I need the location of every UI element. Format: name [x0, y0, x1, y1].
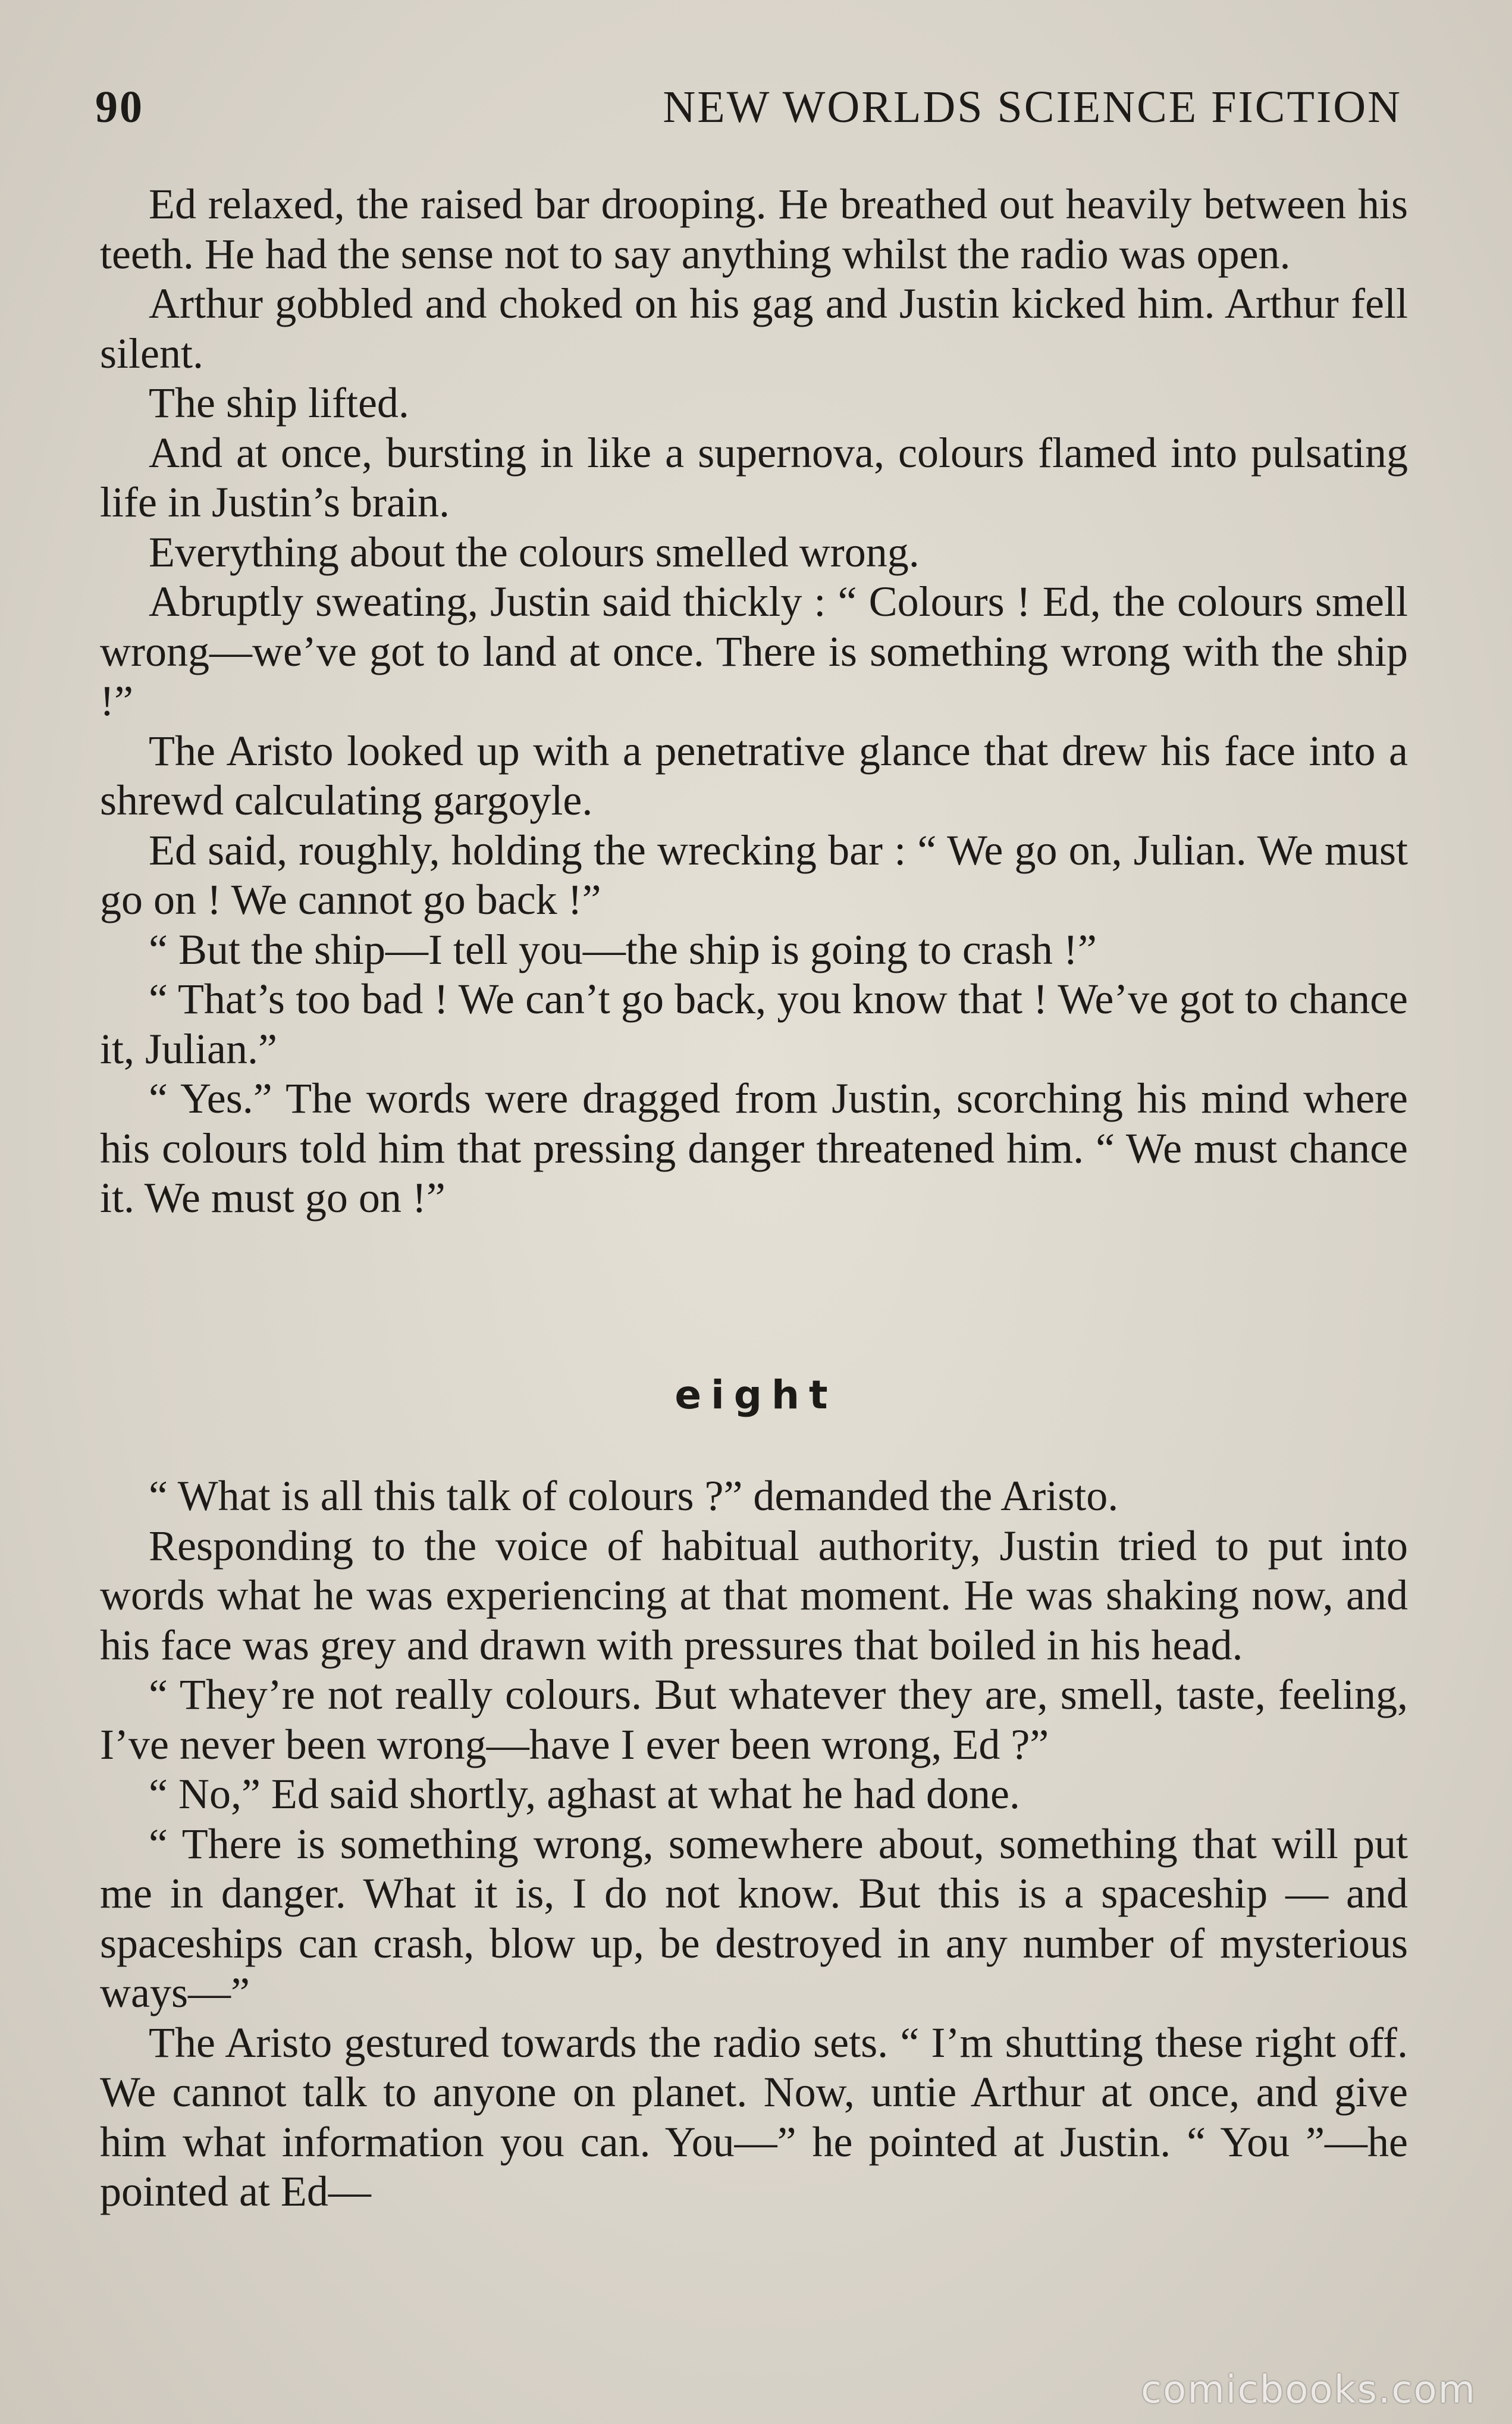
chapter-heading: eight — [675, 1372, 837, 1418]
watermark: comicbooks.com — [1140, 2368, 1476, 2412]
paragraph: Ed said, roughly, holding the wrecking bar : “ We go on, Julian. We must go on ! We cannot go back !” — [100, 826, 1408, 923]
paragraph: “ That’s too bad ! We can’t go back, you know that ! We’ve got to chance it, Julian.” — [100, 975, 1408, 1073]
paragraph: “ What is all this talk of colours ?” demanded the Aristo. — [149, 1472, 1119, 1520]
paragraph: Everything about the colours smelled wrong. — [149, 528, 920, 576]
paragraph: The Aristo gestured towards the radio sets. “ I’m shutting these right off. We cannot talk to anyone on planet. Now, untie Arthur at once, and give him what information you can. You—” he pointed at Justin. “ You ”—he pointed at Ed— — [100, 2018, 1408, 2215]
paragraph: Abruptly sweating, Justin said thickly : “ Colours ! Ed, the colours smell wrong—we’ve got to land at once. There is something wrong with the ship !” — [100, 578, 1408, 725]
paragraph: And at once, bursting in like a supernova, colours flamed into pulsating life in Justin’s brain. — [100, 428, 1408, 526]
paragraph: “ They’re not really colours. But whatever they are, smell, taste, feeling, I’ve never been wrong—have I ever been wrong, Ed ?” — [100, 1671, 1408, 1768]
page-number: 90 — [95, 82, 144, 132]
text-block-before-chapter — [100, 180, 1408, 1223]
paragraph: Arthur gobbled and choked on his gag and Justin kicked him. Arthur fell silent. — [100, 280, 1408, 377]
paragraph: The Aristo looked up with a penetrative glance that drew his face into a shrewd calculating gargoyle. — [100, 726, 1408, 824]
magazine-title: NEW WORLDS SCIENCE FICTION — [663, 82, 1402, 132]
paragraph: Ed relaxed, the raised bar drooping. He breathed out heavily between his teeth. He had the sense not to say anything whilst the radio was open. — [100, 180, 1408, 278]
paragraph: “ No,” Ed said shortly, aghast at what he had done. — [149, 1770, 1020, 1818]
paragraph: “ There is something wrong, somewhere about, something that will put me in danger. What it is, I do not know. But this is a spaceship — and spaceships can crash, blow up, be destroyed in any number of mysterious ways—” — [100, 1819, 1408, 2016]
running-head — [95, 77, 1402, 137]
paragraph: Responding to the voice of habitual authority, Justin tried to put into words what he was experiencing at that moment. He was shaking now, and his face was grey and drawn with pressures that boiled in his head. — [100, 1521, 1408, 1669]
paragraph: “ Yes.” The words were dragged from Justin, scorching his mind where his colours told him that pressing danger threatened him. “ We must chance it. We must go on !” — [100, 1075, 1408, 1222]
text-block-after-chapter — [100, 1471, 1408, 2217]
paragraph: “ But the ship—I tell you—the ship is going to crash !” — [149, 925, 1097, 973]
paragraph: The ship lifted. — [149, 379, 409, 427]
